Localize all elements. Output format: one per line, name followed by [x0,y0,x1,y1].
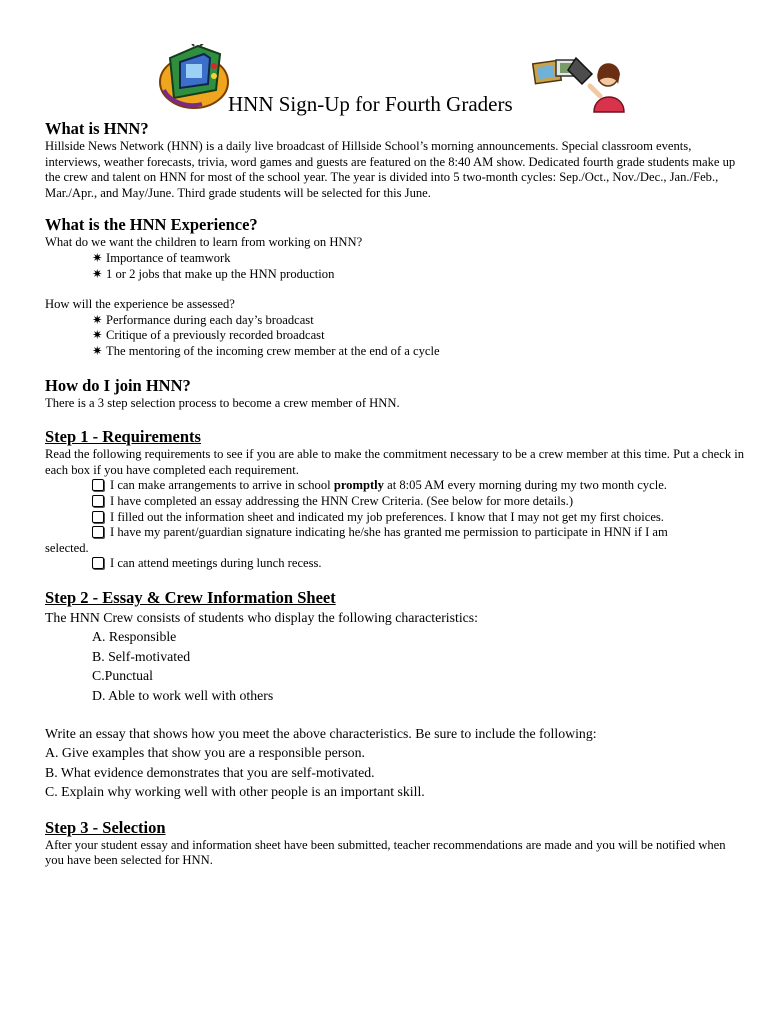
student-reporter-clipart-icon [532,56,628,114]
step1-intro: Read the following requirements to see if you are able to make the commitment necessary to be a crew member at this time. Put a check in each box if you have completed each requirement. [45,447,745,477]
requirement-text: I filled out the information sheet and indicated my job preferences. I know that I may not get my first choices. [110,509,664,524]
star-bullet-icon: ✷ [92,266,103,281]
learn-item-text: Importance of teamwork [106,250,231,265]
requirement-text: I have my parent/guardian signature indicating he/she has granted me permission to participate in HNN if I am [110,525,668,540]
document-body [45,119,745,869]
requirement-text-continued: selected. [45,540,89,555]
assess-item-text: Performance during each day’s broadcast [106,312,314,327]
experience-question-1: What do we want the children to learn from working on HNN? [45,235,363,250]
trait-item: B. Self-motivated [92,648,191,664]
requirement-item [45,556,745,572]
requirement-text: I can attend meetings during lunch recess. [110,556,322,571]
requirement-checkbox-essay[interactable] [92,495,104,507]
join-heading: How do I join HNN? [45,375,191,395]
essay-intro: Write an essay that shows how you meet the above characteristics. Be sure to include the following: [45,725,597,741]
requirement-bold-text: promptly [333,478,384,493]
learn-item [45,267,745,283]
requirement-text: I can make arrangements to arrive in school [110,478,334,493]
step2-intro: The HNN Crew consists of students who display the following characteristics: [45,609,478,625]
essay-item: B. What evidence demonstrates that you are self-motivated. [45,764,375,780]
assess-item [45,344,745,360]
page-title: HNN Sign-Up for Fourth Graders [228,92,513,116]
star-bullet-icon: ✷ [92,312,103,327]
requirement-checkbox-meetings[interactable] [92,557,104,569]
what-is-body: Hillside News Network (HNN) is a daily live broadcast of Hillside School’s morning announcements. Special classroom events, interviews, weather forecasts, trivia, word games and guests are featured on the 8:40 AM show. Dedicated fourth grade students make up the crew and talent on HNN for most of the school year. The year is divided into 5 two-month cycles: Sep./Oct., Nov./Dec., Jan./Feb., Mar./Apr., and May/June. Third grade students will be selected for this June. [45,139,736,200]
requirement-item [45,478,745,494]
essay-item: C. Explain why working well with other people is an important skill. [45,784,425,800]
assess-item-text: Critique of a previously recorded broadcast [106,328,325,343]
assess-item [45,328,745,344]
requirement-checkbox-info-sheet[interactable] [92,511,104,523]
trait-item: C.Punctual [92,668,153,684]
requirement-text: at 8:05 AM every morning during my two month cycle. [383,478,667,493]
requirement-checkbox-arrival[interactable] [92,479,104,491]
requirement-item [45,510,745,526]
trait-item: A. Responsible [92,629,177,645]
television-clipart-icon [158,44,230,110]
trait-item: D. Able to work well with others [92,687,274,703]
star-bullet-icon: ✷ [92,343,103,358]
assess-item-text: The mentoring of the incoming crew member at the end of a cycle [106,343,440,358]
what-is-heading: What is HNN? [45,119,149,138]
learn-item-text: 1 or 2 jobs that make up the HNN production [106,266,335,281]
experience-heading: What is the HNN Experience? [45,215,258,235]
step3-body: After your student essay and information sheet have been submitted, teacher recommendations are made and you will be notified when you have been selected for HNN. [45,837,726,868]
experience-question-2: How will the experience be assessed? [45,297,235,312]
join-body: There is a 3 step selection process to become a crew member of HNN. [45,395,400,410]
assess-item [45,313,745,329]
learn-item [45,251,745,267]
requirement-text: I have completed an essay addressing the HNN Crew Criteria. (See below for more details.) [110,493,574,508]
step2-heading: Step 2 - Essay & Crew Information Sheet [45,587,336,607]
essay-item: A. Give examples that show you are a responsible person. [45,745,365,761]
step3-heading: Step 3 - Selection [45,817,166,837]
requirement-item [45,525,745,541]
step1-heading: Step 1 - Requirements [45,427,201,447]
star-bullet-icon: ✷ [92,328,103,343]
requirement-item [45,494,745,510]
requirement-checkbox-permission[interactable] [92,526,104,538]
star-bullet-icon: ✷ [92,250,103,265]
